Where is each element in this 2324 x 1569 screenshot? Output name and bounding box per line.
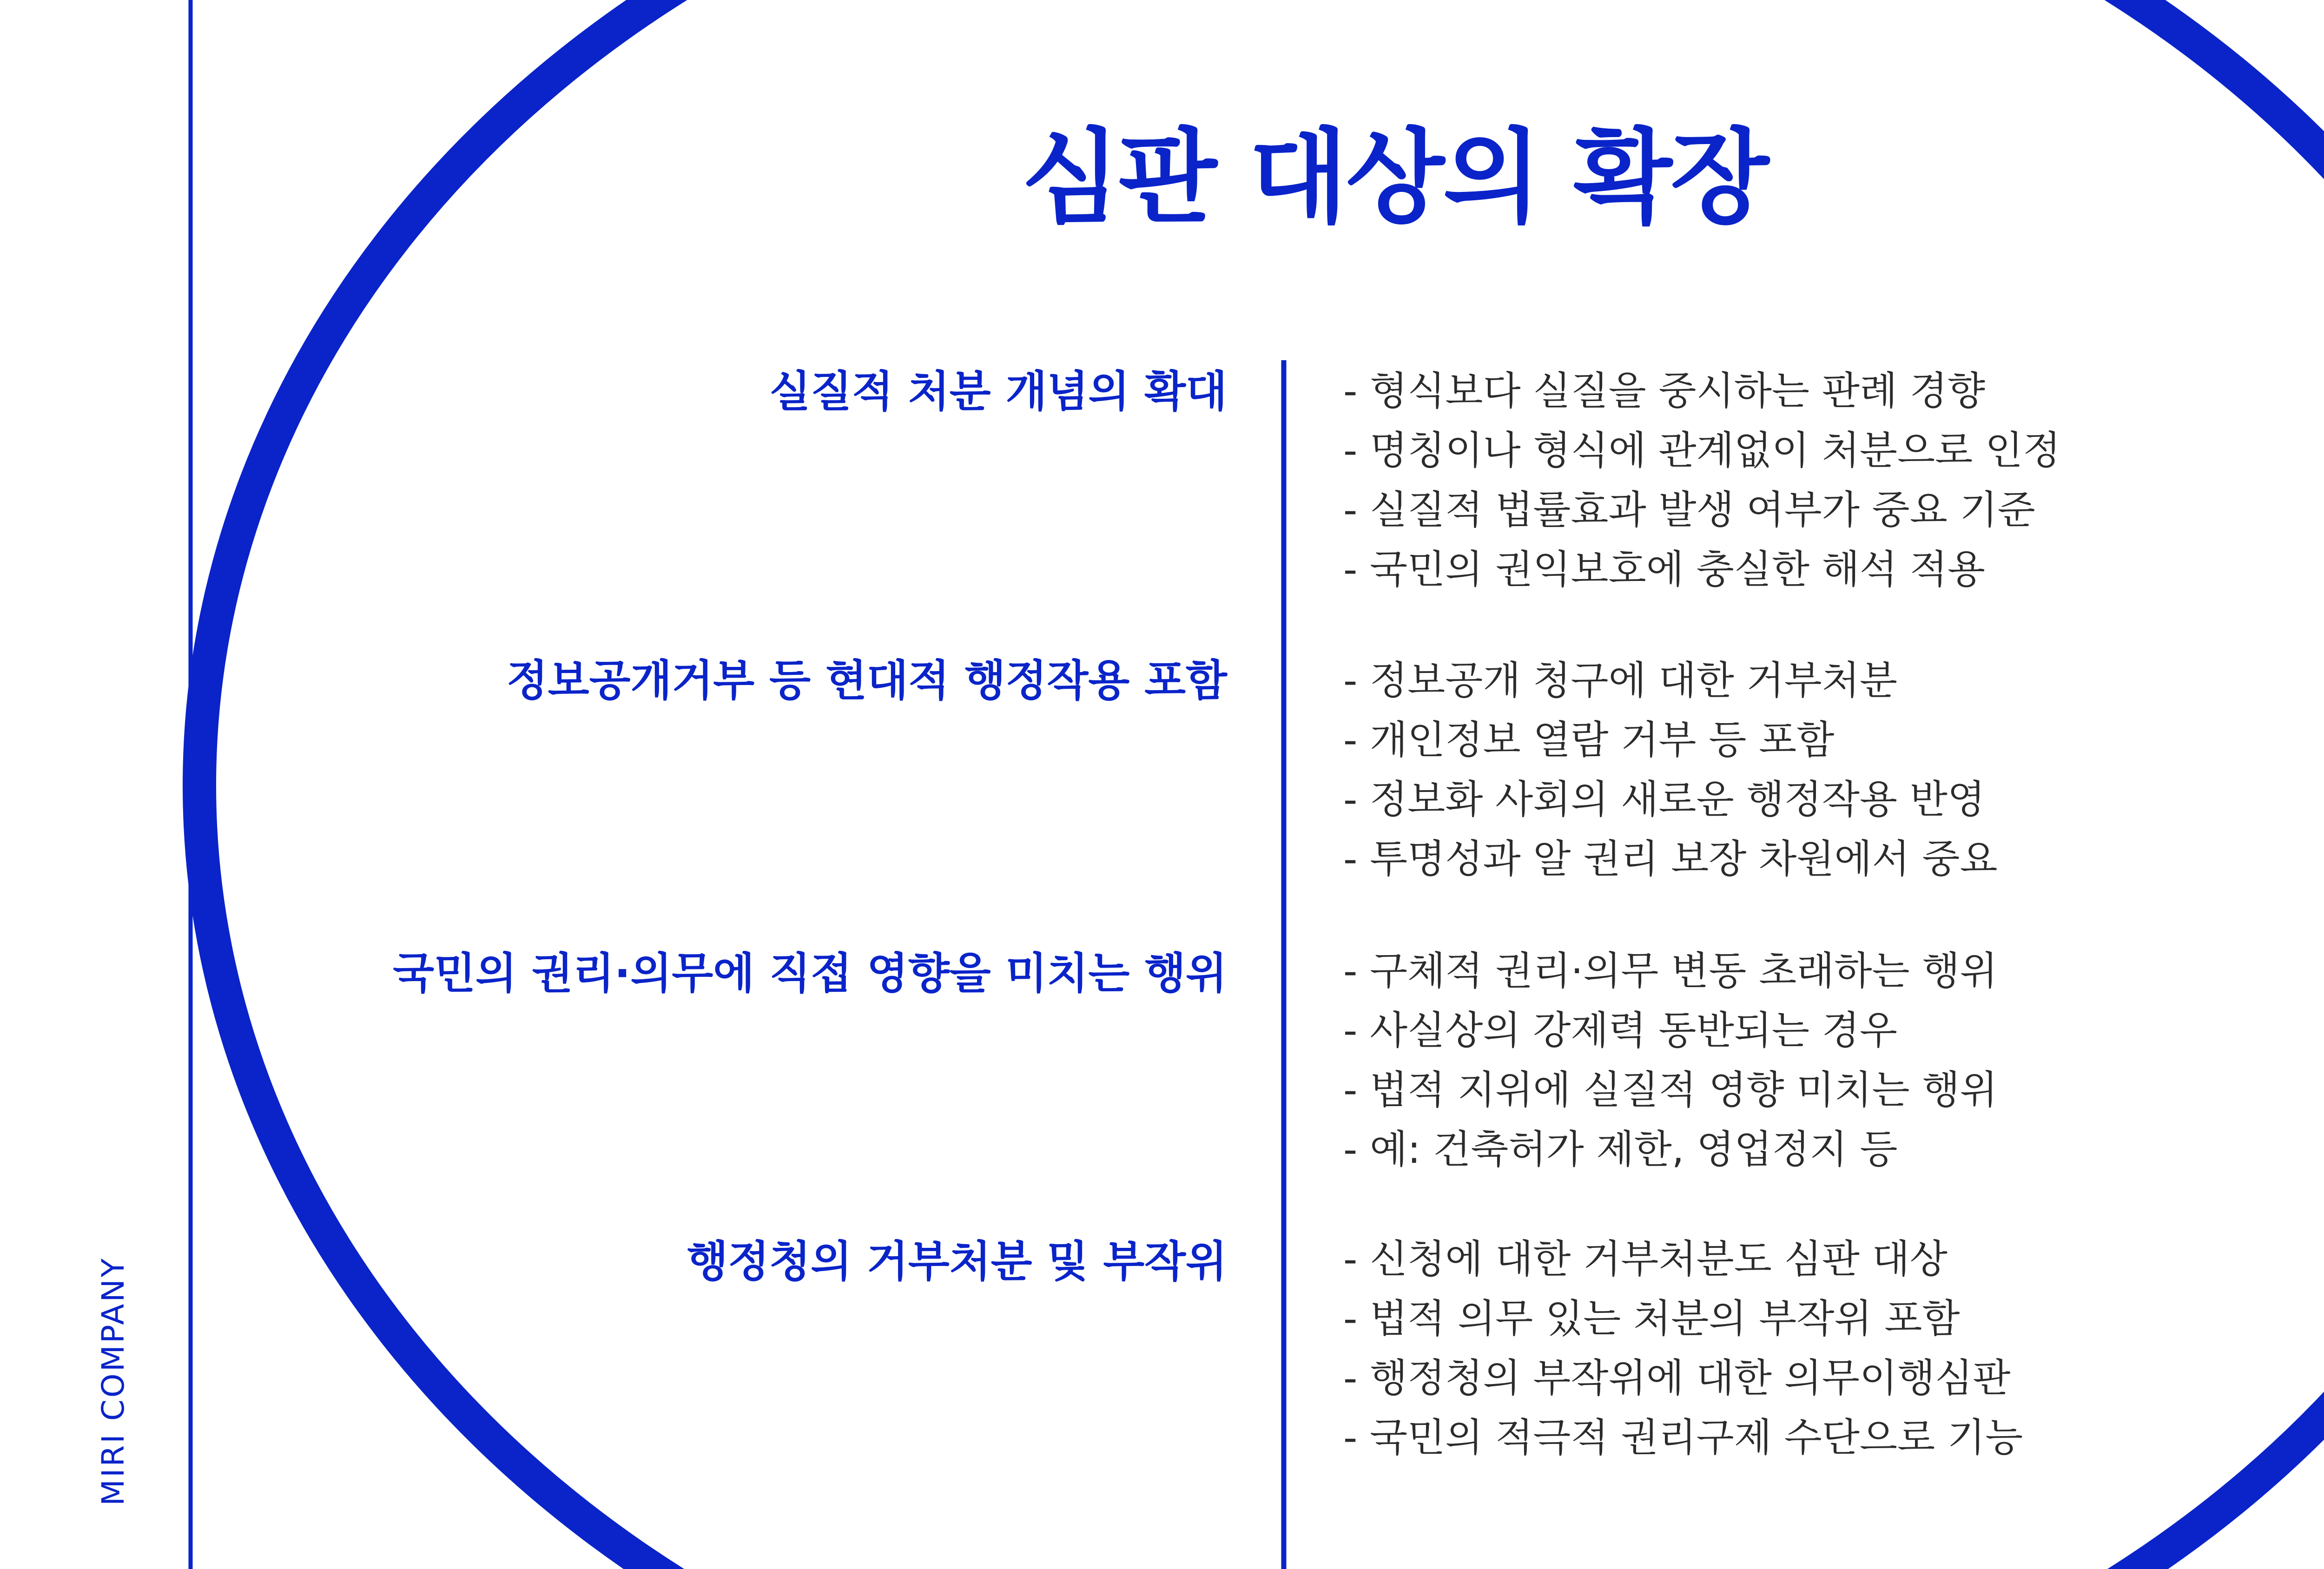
list-item: - 예: 건축허가 제한, 영업정지 등 (1343, 1127, 1898, 1172)
list-item: - 구체적 권리·의무 변동 초래하는 행위 (1343, 948, 1998, 994)
list-item: - 행정청의 부작위에 대한 의무이행심판 (1343, 1355, 2011, 1401)
list-item: - 실질적 법률효과 발생 여부가 중요 기준 (1343, 487, 2035, 533)
list-item: - 사실상의 강제력 동반되는 경우 (1343, 1008, 1897, 1053)
section-heading-2: 정보공개거부 등 현대적 행정작용 포함 (506, 656, 1227, 705)
page-title: 심판 대상의 확장 (1021, 118, 1768, 237)
list-item: - 정보화 사회의 새로운 행정작용 반영 (1343, 777, 1985, 822)
list-item: - 국민의 권익보호에 충실한 해석 적용 (1343, 547, 1985, 592)
list-item: - 명칭이나 형식에 관계없이 처분으로 인정 (1343, 428, 2061, 473)
list-item: - 법적 지위에 실질적 영향 미치는 행위 (1343, 1067, 1998, 1113)
list-item: - 정보공개 청구에 대한 거부처분 (1343, 658, 1897, 703)
brand-label: MIRI COMPANY (95, 1256, 131, 1506)
section-bullets-2 (1343, 651, 2133, 889)
list-item: - 신청에 대한 거부처분도 심판 대상 (1343, 1236, 1948, 1282)
section-bullets-4 (1343, 1229, 2133, 1467)
section-heading-4: 행정청의 거부처분 및 부작위 (687, 1237, 1227, 1286)
section-heading-1: 실질적 처분 개념의 확대 (769, 367, 1227, 416)
section-bullets-1 (1343, 361, 2133, 599)
list-item: - 형식보다 실질을 중시하는 판례 경향 (1343, 368, 1985, 414)
section-heading-3: 국민의 권리·의무에 직접 영향을 미치는 행위 (393, 949, 1227, 998)
section-bullets-3 (1343, 941, 2133, 1179)
list-item: - 국민의 적극적 권리구제 수단으로 기능 (1343, 1415, 2023, 1460)
list-item: - 법적 의무 있는 처분의 부작위 포함 (1343, 1296, 1960, 1341)
list-item: - 개인정보 열람 거부 등 포함 (1343, 717, 1835, 763)
list-item: - 투명성과 알 권리 보장 차원에서 중요 (1343, 836, 1998, 882)
